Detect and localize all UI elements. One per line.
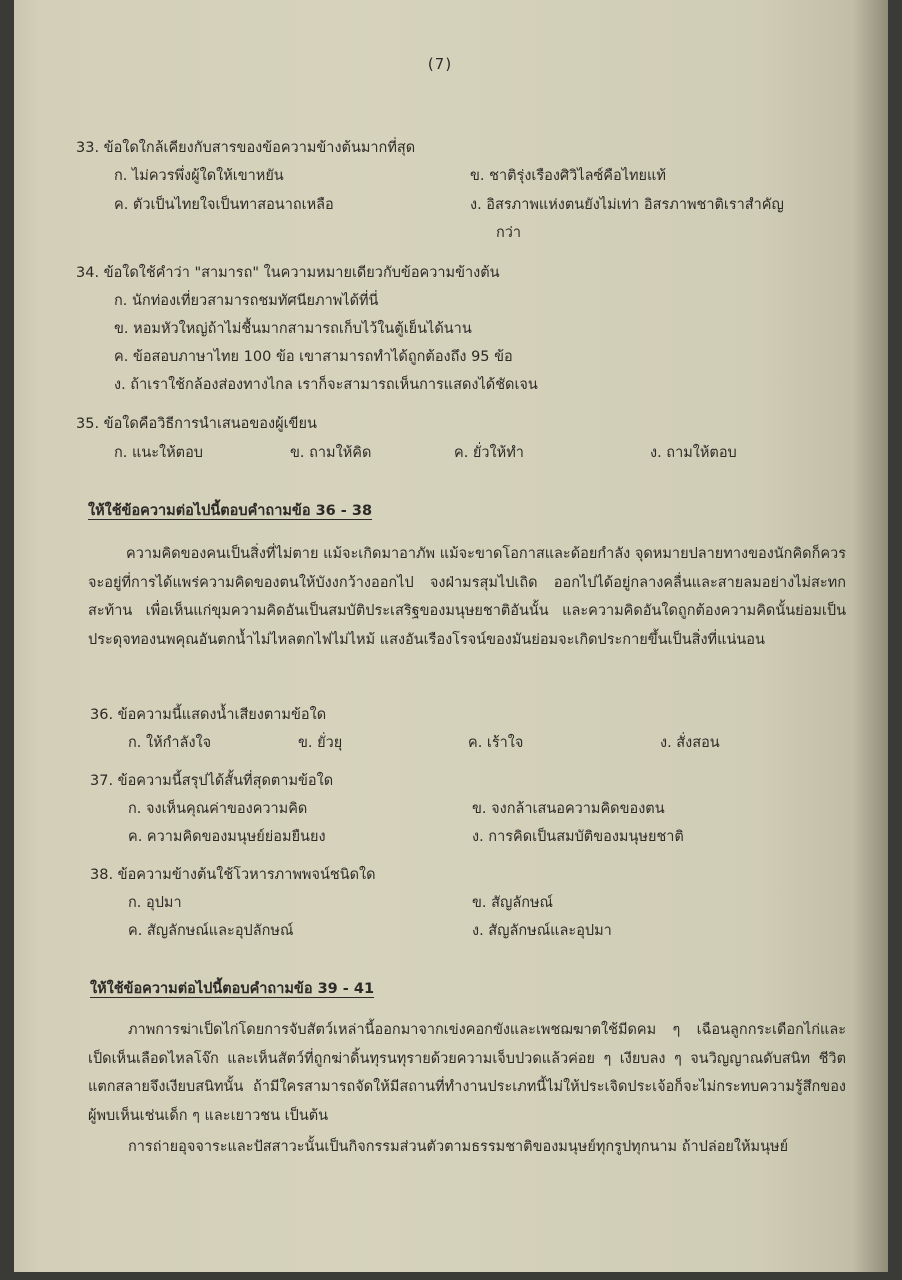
q33-option-d-continued: กว่า bbox=[496, 225, 522, 241]
question-35: 35. ข้อใดคือวิธีการนำเสนอของผู้เขียน bbox=[76, 416, 317, 432]
q38-option-d: ง. สัญลักษณ์และอุปมา bbox=[472, 923, 612, 939]
passage-39-41-para2: การถ่ายอุจจาระและปัสสาวะนั้นเป็นกิจกรรมส่วนตัวตามธรรมชาติของมนุษย์ทุกรูปทุกนาม ถ้าปล่อยให้มนุษย์ bbox=[128, 1139, 789, 1155]
q37-option-a: ก. จงเห็นคุณค่าของความคิด bbox=[128, 801, 308, 817]
q34-option-c: ค. ข้อสอบภาษาไทย 100 ข้อ เขาสามารถทำได้ถูกต้องถึง 95 ข้อ bbox=[114, 349, 513, 365]
q33-option-b: ข. ชาติรุ่งเรืองศิวิไลซ์คือไทยแท้ bbox=[470, 168, 666, 184]
passage-36-38: ความคิดของคนเป็นสิ่งที่ไม่ตาย แม้จะเกิดมาอาภัพ แม้จะขาดโอกาสและด้อยกำลัง จุดหมายปลายทางของนักคิดก็ควรจะอยู่ที่การได้แพร่ความคิดของตนให้บังงกว้างออกไป จงฝ่ามรสุมไปเถิด ออกไปได้อยู่กลางคลื่นและสายลมอย่างไม่สะทกสะท้าน เพื่อเห็นแก่ขุมความคิดอันเป็นสมบัติประเสริฐของมนุษยชาติอันนั้น และความคิดอันใดถูกต้องความคิดนั้นย่อมเป็นประดุจทองนพคุณอันตกน้ำไม่ไหลตกไฟไม่ไหม้ แสงอันเรืองโรจน์ของมันย่อมจะเกิดประกายขึ้นเป็นสิ่งที่แน่นอน bbox=[88, 546, 846, 648]
q34-option-d: ง. ถ้าเราใช้กล้องส่องทางไกล เราก็จะสามารถเห็นการแสดงได้ชัดเจน bbox=[114, 377, 538, 393]
question-38: 38. ข้อความข้างต้นใช้โวหารภาพพจน์ชนิดใด bbox=[90, 867, 376, 883]
page-edge-shadow bbox=[852, 0, 888, 1272]
q38-option-c: ค. สัญลักษณ์และอุปลักษณ์ bbox=[128, 923, 294, 939]
q38-option-b: ข. สัญลักษณ์ bbox=[472, 895, 554, 911]
q38-option-a: ก. อุปมา bbox=[128, 895, 182, 911]
question-34: 34. ข้อใดใช้คำว่า "สามารถ" ในความหมายเดียวกับข้อความข้างต้น bbox=[76, 265, 500, 281]
q36-option-c: ค. เร้าใจ bbox=[468, 735, 524, 751]
document-page bbox=[14, 0, 888, 1272]
section-heading-36-38: ให้ใช้ข้อความต่อไปนี้ตอบคำถามข้อ 36 - 38 bbox=[88, 503, 373, 519]
q37-option-c: ค. ความคิดของมนุษย์ย่อมยืนยง bbox=[128, 829, 326, 845]
passage-39-41-para1: ภาพการฆ่าเป็ดไก่โดยการจับสัตว์เหล่านี้ออกมาจากเข่งคอกขังและเพชฌฆาตใช้มีดคม ๆ เฉือนลูกกระเดือกไก่และเป็ดเห็นเลือดไหลโจ๊ก และเห็นสัตว์ที่ถูกฆ่าดิ้นทุรนทุรายด้วยความเจ็บปวดแล้วค่อย ๆ เงียบลง ๆ จนวิญญาณดับสนิท ชีวิตแตกสลายจึงเงียบสนิทนั้น ถ้ามีใครสามารถจัดให้มีสถานที่ทำงานประเภทนี้ไม่ให้ประเจิดประเจ้อก็จะไม่กระทบความรู้สึกของผู้พบเห็นเช่นเด็ก ๆ และเยาวชน เป็นต้น bbox=[88, 1022, 846, 1124]
q33-option-c: ค. ตัวเป็นไทยใจเป็นทาสอนาถเหลือ bbox=[114, 197, 334, 213]
question-33: 33. ข้อใดใกล้เคียงกับสารของข้อความข้างต้นมากที่สุด bbox=[76, 140, 416, 156]
q35-option-d: ง. ถามให้ตอบ bbox=[650, 445, 737, 461]
q34-option-a: ก. นักท่องเที่ยวสามารถชมทัศนียภาพได้ที่นี่ bbox=[114, 293, 379, 309]
q35-option-c: ค. ยั่วให้ทำ bbox=[454, 445, 524, 461]
section-heading-39-41: ให้ใช้ข้อความต่อไปนี้ตอบคำถามข้อ 39 - 41 bbox=[90, 981, 375, 997]
q37-option-b: ข. จงกล้าเสนอความคิดของตน bbox=[472, 801, 665, 817]
q36-option-d: ง. สั่งสอน bbox=[660, 735, 720, 751]
q33-option-a: ก. ไม่ควรพึ่งผู้ใดให้เขาหยัน bbox=[114, 168, 284, 184]
q37-option-d: ง. การคิดเป็นสมบัติของมนุษยชาติ bbox=[472, 829, 684, 845]
q34-option-b: ข. หอมหัวใหญ่ถ้าไม่ชื้นมากสามารถเก็บไว้ในตู้เย็นได้นาน bbox=[114, 321, 472, 337]
q35-option-a: ก. แนะให้ตอบ bbox=[114, 445, 204, 461]
question-37: 37. ข้อความนี้สรุปได้สั้นที่สุดตามข้อใด bbox=[90, 773, 334, 789]
q36-option-b: ข. ยั่วยุ bbox=[298, 735, 343, 751]
page-number: (7) bbox=[426, 55, 454, 73]
q33-option-d: ง. อิสรภาพแห่งตนยังไม่เท่า อิสรภาพชาติเราสำคัญ bbox=[470, 197, 784, 213]
q35-option-b: ข. ถามให้คิด bbox=[290, 445, 372, 461]
question-36: 36. ข้อความนี้แสดงน้ำเสียงตามข้อใด bbox=[90, 707, 327, 723]
q36-option-a: ก. ให้กำลังใจ bbox=[128, 735, 212, 751]
